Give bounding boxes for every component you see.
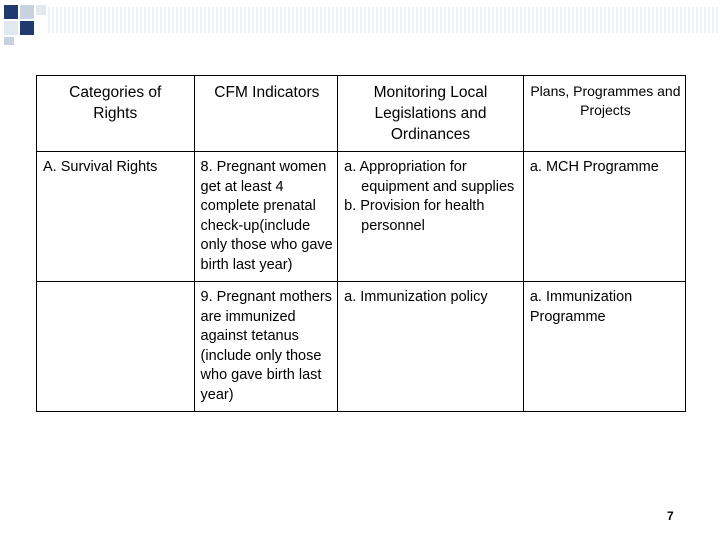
header-categories: [37, 76, 195, 152]
page-number: 7: [667, 509, 674, 523]
table-header-row: [37, 76, 686, 152]
row1-legislation: [338, 152, 524, 282]
row2-programme: [523, 282, 685, 412]
rights-indicator-table: [36, 75, 686, 412]
row2-indicator: [194, 282, 338, 412]
row2-category: [37, 282, 195, 412]
row1-indicator-text: 8. Pregnant women get at least 4 complete prenatal check-up(include only those who gave birth last year): [200, 159, 333, 273]
title-banner: [0, 0, 720, 48]
banner-divider: [48, 33, 720, 37]
row1-legislation-item-a: a. Appropriation for equipment and supplies: [344, 159, 515, 195]
header-plans: [523, 76, 685, 152]
row2-programme-text: a. Immunization Programme: [529, 289, 633, 325]
banner-square-6: [4, 37, 14, 45]
banner-square-1: [4, 5, 18, 19]
banner-square-4: [4, 21, 18, 35]
row1-category: [37, 152, 195, 282]
table-row: [37, 152, 686, 282]
table-row: [37, 282, 686, 412]
banner-square-2: [20, 5, 34, 19]
row2-indicator-text: 9. Pregnant mothers are immunized against tetanus (include only those who gave birth last year): [200, 289, 332, 403]
header-categories-label: Categories of Rights: [69, 84, 162, 122]
banner-square-3: [20, 21, 34, 35]
header-plans-label: Plans, Programmes and Projects: [530, 83, 681, 118]
row1-programme: [523, 152, 685, 282]
banner-square-5: [36, 5, 46, 15]
row2-legislation: [338, 282, 524, 412]
row1-legislation-item-b: b. Provision for health personnel: [344, 198, 485, 234]
header-cfm-indicators: [194, 76, 338, 152]
header-monitoring: [338, 76, 524, 152]
row1-programme-text: a. MCH Programme: [529, 159, 659, 175]
banner-stripe-bar: [48, 7, 720, 33]
row1-category-text: A. Survival Rights: [43, 159, 158, 175]
row2-legislation-item-a: a. Immunization policy: [344, 289, 488, 305]
header-monitoring-label: Monitoring Local Legislations and Ordinances: [373, 84, 488, 143]
row1-indicator: [194, 152, 338, 282]
header-cfm-indicators-label: CFM Indicators: [214, 84, 320, 101]
